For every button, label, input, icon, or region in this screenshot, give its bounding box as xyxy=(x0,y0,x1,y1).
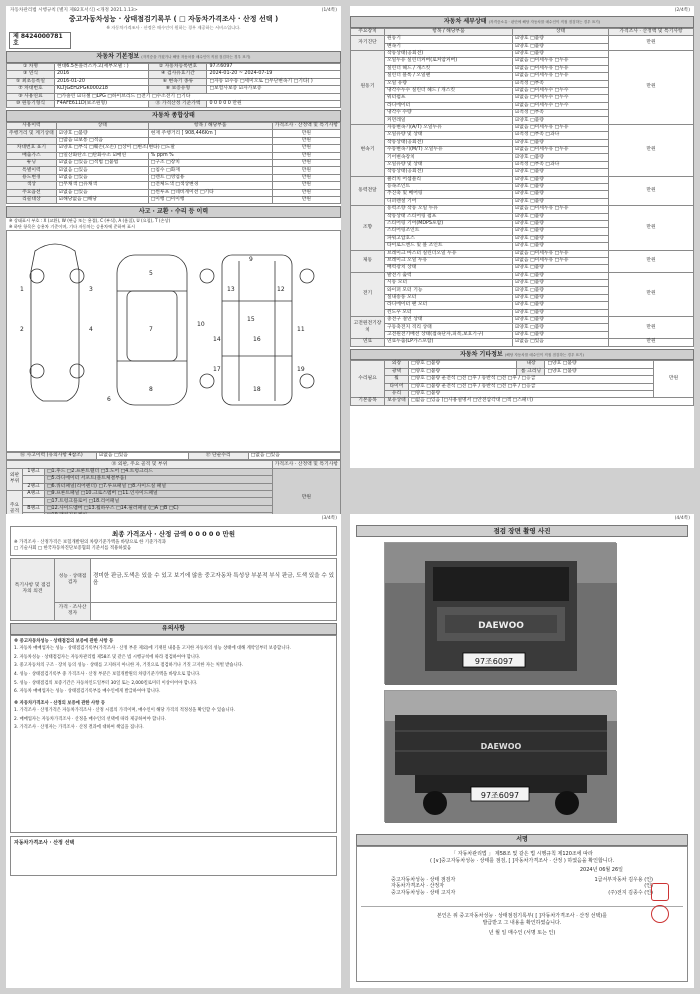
accident-history-header: 사고 · 교환 · 수리 등 이력 xyxy=(6,206,341,218)
item-status: ☑양호 □불량 xyxy=(513,272,609,279)
item-label: 작동상태(공회전) xyxy=(385,169,513,176)
table-row: ⑤ 최초등록일 2016-01-20 ⑥ 변속기 종류 □자동 ☑수동 □세미오토 □무단변속기 □기타( ) xyxy=(7,78,341,85)
wheel-icon xyxy=(300,374,314,388)
part-number: 16 xyxy=(253,336,261,344)
part-number: 19 xyxy=(297,366,305,374)
item-label: 브레이크 오일 누유 xyxy=(385,257,513,264)
item-label: 작동상태(공회전) xyxy=(385,50,513,57)
item-label: 수동변속기(M/T) 오일누유 xyxy=(385,147,513,154)
part-number: 18 xyxy=(253,386,261,394)
item-status: ☑없음 □미세누유 □누유 xyxy=(513,257,609,264)
price-note-cell: 만원 xyxy=(609,206,694,250)
item-label: 추진축 및 베어링 xyxy=(385,191,513,198)
price-note-cell: 만원 xyxy=(609,272,694,316)
item-label: 파워고압호스 xyxy=(385,235,513,242)
item-label: 와이퍼 모터 기능 xyxy=(385,287,513,294)
price-note-cell: 만원 xyxy=(609,36,694,51)
basic-info-table xyxy=(6,63,341,108)
list-item: 3. 가격조사 · 산정자는 가격조사 · 산정 결과에 대하여 책임을 집니다. xyxy=(14,725,144,731)
item-status: ☑양호 □불량 xyxy=(513,228,609,235)
final-price-value: 0 0 0 0 0 만원 xyxy=(188,530,236,538)
truck-front-image xyxy=(385,543,617,685)
table-row xyxy=(351,272,694,279)
page-number: (4/4쪽) xyxy=(674,516,690,521)
item-status: ☑적정 □부족 □과다 xyxy=(513,161,609,168)
table-header-row: ⑱ 외판, 주요 골격 및 부위 가격조사 · 산정액 및 특기사항 xyxy=(7,461,341,468)
item-status: ☑없음 □미세누유 □누유 xyxy=(513,250,609,257)
special-notes-table xyxy=(10,558,337,621)
device-group-label: 변속기 xyxy=(351,124,385,176)
inspector-opinion: 경미한 판금,도색은 있을 수 있고 보기에 않음 중고자동차 특성상 부분적 부식 판금, 도색 있을 수 있음 xyxy=(91,558,337,602)
basic-info-header: 자동차 기본정보 (자격증을 가졌거나 해당 자동차를 매수인이 직접 점검하는 경우 표기) xyxy=(6,51,341,63)
table-row: 튜닝 ☑없음 □있음 □적법 □불법 □구조 □장치 만원 xyxy=(7,160,341,167)
device-group-label: 자기진단 xyxy=(351,36,385,51)
table-row xyxy=(351,206,694,213)
table-row: □17.트렁크플로어 □18.리어패널 xyxy=(7,498,341,505)
table-row: 특별이력 ☑없음 □있음 □침수 □화재 만원 xyxy=(7,167,341,174)
part-number: 9 xyxy=(249,256,253,264)
notice-header: 유의사항 xyxy=(10,623,337,635)
item-label: 오일유량 및 상태 xyxy=(385,132,513,139)
item-label: 충전구 절연 상태 xyxy=(385,317,513,324)
item-label: 브레이크 마스터 실린더오일 누유 xyxy=(385,250,513,257)
price-selection-box: 자동차가격조사 · 산정 선택 xyxy=(10,836,337,876)
item-status: ☑없음 □미세누유 □누유 xyxy=(513,147,609,154)
wheel-icon xyxy=(200,374,214,388)
wheel-icon xyxy=(70,269,84,283)
item-status: ☑적정 □부족 xyxy=(513,80,609,87)
item-status: ☑양호 □불량 xyxy=(513,36,609,43)
item-status: ☑양호 □불량 xyxy=(513,169,609,176)
price-note-cell: 만원 xyxy=(609,339,694,346)
wheel-icon xyxy=(300,269,314,283)
table-row xyxy=(351,50,694,57)
item-label: 오일유량 및 상태 xyxy=(385,161,513,168)
list-item: 2. 매매업자는 자동차가격조사 · 산정을 매수인의 선택에 따라 제공하여야 합니다. xyxy=(14,716,166,722)
detail-status-header: 자동차 세부상태 (자격증소유 · 판단에 해당 자동차를 매수인이 직접 점검하는 경우 표기) xyxy=(350,16,694,28)
table-row: 차대번호 표기 ☑양호 □부식 □훼손(오손) □상이 □변조(변타) □도말 만원 xyxy=(7,145,341,152)
table-row xyxy=(351,124,694,131)
item-status: ☑양호 □불량 xyxy=(513,243,609,250)
item-label: 기어변속장치 xyxy=(385,154,513,161)
table-row: 타이어 □양호 □불량 운전석 □전 □후 / 동반석 □전 □후 / □응급 xyxy=(351,383,694,390)
list-item: 1. 가격조사 · 산정가격은 자동차가격조사 · 산정 시점의 가격이며, 매수인이 해당 가격의 적정성을 확인할 수 있습니다. xyxy=(14,708,235,714)
front-photo xyxy=(384,542,616,684)
item-status: ☑양호 □불량 xyxy=(513,43,609,50)
item-status: ☑양호 □불량 xyxy=(513,198,609,205)
page-1 xyxy=(6,6,341,514)
table-row: □5.라디에이터 서포트(볼트체결부품) xyxy=(7,476,341,483)
item-label: 원동기 xyxy=(385,36,513,43)
item-status: ☑없음 □미세누수 □누수 xyxy=(513,95,609,102)
table-header-row: 사용이력 상태 항목 / 해당부품 가격조사 · 산정액 및 특기사항 xyxy=(7,123,341,130)
item-label: 실내송풍 모터 xyxy=(385,294,513,301)
item-status: ☑양호 □불량 xyxy=(513,50,609,57)
item-status: ☑없음 □미세누유 □누유 xyxy=(513,65,609,72)
item-label: 시동 모터 xyxy=(385,280,513,287)
device-group-label: 원동기 xyxy=(351,50,385,124)
accident-legend: ※ 상태표시 부호 : X (교환), W (판금 또는 용접), C (부식), A (흠집), U (요철), T (손상) xyxy=(9,218,171,224)
wheel-icon xyxy=(70,364,84,378)
item-label: 윈도우 모터 xyxy=(385,309,513,316)
car-diagram-svg xyxy=(7,231,340,451)
table-row xyxy=(351,36,694,43)
item-status: ☑없음 □미세누유 □누유 xyxy=(513,206,609,213)
item-status: ☑양호 □불량 xyxy=(513,176,609,183)
table-row xyxy=(351,317,694,324)
item-status: ☑적정 □부족 xyxy=(513,110,609,117)
wheel-icon xyxy=(30,364,44,378)
other-info-header: 자동차 기타정보 (해당 자동차를 매수인이 직접 점검하는 경우 표기) xyxy=(350,349,694,361)
certificate-number: 제 8424000781호 xyxy=(9,32,71,50)
brand-logo-text: DAEWOO xyxy=(480,742,522,751)
table-row xyxy=(351,250,694,257)
brand-logo-text: DAEWOO xyxy=(478,621,524,631)
item-label: 커먼레일 xyxy=(385,117,513,124)
list-item: 3. 중고자동차의 구조 · 장치 등의 성능 · 상태를 고지하지 아니한 자, 거짓으로 점검하거나 거짓 고지한 자는 처벌 받습니다. xyxy=(14,663,244,669)
item-status: ☑양호 □불량 xyxy=(513,265,609,272)
company-seal-icon xyxy=(651,905,669,923)
signer-row: 중고자동차성능 · 상태 점검자 1급서부자동차 김우용 (인) xyxy=(391,876,653,883)
table-row: 외판부위 1랭크 □1.후드 □2.프론트휀더 □3.도어 □4.트렁크리드 만원 xyxy=(7,468,341,475)
wheel-icon xyxy=(30,269,44,283)
legal-basis: 「 자동차관리법 」 제58조 및 같은 법 시행규칙 제120조에 따라 xyxy=(451,851,593,857)
item-status: ☑양호 □불량 xyxy=(513,154,609,161)
other-info-table xyxy=(350,360,694,405)
receipt-text: 본인은 위 중고자동차성능 · 상태점검기록부( [ ]자동차가격조사 · 산정 선택)를 xyxy=(436,913,608,919)
form-number: 자동차관리법 시행규칙 [별지 제82호서식] <개정 2021.1.13> xyxy=(10,8,138,13)
car-frame-outline xyxy=(222,255,292,405)
page-3 xyxy=(6,514,341,988)
part-number: 11 xyxy=(297,326,305,334)
part-number: 2 xyxy=(20,326,24,334)
sign-date: 2024년 06월 26일 xyxy=(579,867,623,873)
document-title: 중고자동차성능 · 상태점검기록부 ( □ 자동차가격조사 · 산정 선택 ) xyxy=(68,15,279,23)
item-label: 스티어링조인트 xyxy=(385,228,513,235)
signer-row: 중고자동차성능 · 상태 고지자 (주)전지 김종수 (인) xyxy=(391,889,653,896)
item-label: 배력장치 상태 xyxy=(385,265,513,272)
part-number: 17 xyxy=(213,366,221,374)
table-row: ⑨ 사용연료 □가솔린 ☑디젤 □LPG □하이브리드 □전기 □수소전기 □기타 xyxy=(7,93,341,100)
list-item: 6. 자동차 매매업자는 성능 · 상태점검기록부를 매수인에게 발급하여야 합니다. xyxy=(14,689,161,695)
part-number: 5 xyxy=(149,270,153,278)
table-row: 주요옵션 ☑없음 □있음 □썬루프 □네비게이션 □기타 만원 xyxy=(7,189,341,196)
price-note-cell: 만원 xyxy=(609,317,694,339)
car-diagram xyxy=(6,230,341,452)
accident-note: ※ 하단 항목은 승용차 기준이며, 기타 자동차는 승용차에 준하여 표시 xyxy=(9,223,136,229)
item-status: ☑양호 □불량 xyxy=(513,294,609,301)
part-number: 8 xyxy=(149,386,153,394)
table-row xyxy=(351,339,694,346)
item-label: 오일 유량 xyxy=(385,80,513,87)
item-label: 고전원전기배선 상태(접속단자,피복,보호기구) xyxy=(385,331,513,338)
item-status: ☑양호 □불량 xyxy=(513,302,609,309)
price-note-cell: 만원 xyxy=(609,250,694,272)
license-plate: 97조6097 xyxy=(480,791,520,800)
item-status: ☑없음 □미세누수 □누수 xyxy=(513,102,609,109)
device-group-label: 전기 xyxy=(351,272,385,316)
table-row: ③ 연식 2016 ④ 검사유효기간 2024-01-20 ~ 2024-07-19 xyxy=(7,71,341,78)
item-label: 냉각수 수량 xyxy=(385,110,513,117)
part-number: 10 xyxy=(197,321,205,329)
rear-photo xyxy=(384,690,616,822)
receipt-text: 발급받고 그 내용을 확인하였습니다. xyxy=(482,919,562,926)
item-status: ☑양호 □불량 xyxy=(513,309,609,316)
item-label: 클러치 어셈블리 xyxy=(385,176,513,183)
part-number: 7 xyxy=(149,326,153,334)
table-row: 수리필요 외장 □양호 □불량 내장 □양호 □불량 만원 xyxy=(351,361,694,368)
device-group-label: 고전원전기장치 xyxy=(351,317,385,339)
item-label: 라디에이터 xyxy=(385,102,513,109)
device-group-label: 조향 xyxy=(351,206,385,250)
item-status: ☑없음 □있음 xyxy=(513,339,609,346)
item-label: 발전기 출력 xyxy=(385,272,513,279)
item-status: ☑양호 □불량 xyxy=(513,287,609,294)
device-group-label: 연료 xyxy=(351,339,385,346)
table-row: 유리 □양호 □불량 xyxy=(351,390,694,397)
price-standard-note: □ 기술사회 □ 한국자동차진단보증협회 기준서를 적용하였음 xyxy=(14,546,132,552)
table-header-row: 주요장치 항목 / 해당부품 상태 가격조사 · 산정액 및 특기사항 xyxy=(351,28,694,35)
item-status: ☑없음 □미세누유 □누유 xyxy=(513,73,609,80)
item-status: ☑양호 □불량 xyxy=(513,331,609,338)
device-group-label: 동력전달 xyxy=(351,176,385,206)
table-row: 주행거리 및 계기상태 ☑양호 □불량 현재 주행거리 [ 908,446Km ] 만원 xyxy=(7,130,341,137)
part-number: 15 xyxy=(247,316,255,324)
table-row: ⑯ 사고이력 (유의사항 4참조) ☑없음 □있음 ⑰ 단순수리 □없음 □있음 xyxy=(7,453,341,460)
table-row: ⑩ 원동기형식 F4AFE611D(보조원형) ⑪ 가격산정 기준가액 0 0 0 0 0 만원 xyxy=(7,100,341,107)
company-seal-icon xyxy=(651,883,669,901)
accident-summary-table xyxy=(6,452,341,460)
price-note-cell: 만원 xyxy=(609,124,694,176)
item-label: 작동상태 스티어링 펌프 xyxy=(385,213,513,220)
table-row: 리콜대상 ☑해당없음 □해당 □이행 □미이행 만원 xyxy=(7,196,341,203)
item-status: ☑없음 □미세누수 □누수 xyxy=(513,87,609,94)
item-label: 변속기 xyxy=(385,43,513,50)
item-status: ☑적정 □부족 □과다 xyxy=(513,132,609,139)
item-label: 오일누유 실린더커버(로커암커버) xyxy=(385,58,513,65)
car-side-left-outline xyxy=(31,244,79,401)
item-status: ☑양호 □불량 xyxy=(513,235,609,242)
price-note-cell: 만원 xyxy=(609,176,694,206)
item-label: 연료누출(LP가스포함) xyxy=(385,339,513,346)
part-number: 13 xyxy=(227,286,235,294)
photo-section-header: 점검 장면 촬영 사진 xyxy=(356,525,688,537)
item-status: ☑양호 □불량 xyxy=(513,191,609,198)
item-label: 실린더 블록 / 오일팬 xyxy=(385,73,513,80)
item-label: 스티어링 기어(MDPS포함) xyxy=(385,220,513,227)
item-label: 등속조인트 xyxy=(385,184,513,191)
item-status: ☑양호 □불량 xyxy=(513,213,609,220)
guarantee-notes: ※ 중고자동차성능 · 상태점검의 보증에 관한 사항 등 1. 자동차 매매업자는 성능 · 상태점검기록부(가격조사 · 산정 부분 제외)에 기재된 내용을 고지한 자동차의 성능 상태에 대해 계약일부터 보증합니다. 2. 자동차성능 · 상태점검자는 자동차관리법 제58조 및 같은 법 시행규칙에 따라 점검하여야 합니다. 3. 중고자동차의 구조 · 장치 등의 성능 · 상태를 고지하지 아니한 자, 거짓으로 점검하거나 거짓 고지한 자는 처벌 받습니다. 4. 성능 · 상태점검기록부 중 가격조사 · 산정 부분은 보험개발원의 차량기준가액을 바탕으로 합니다. 5. 성능 · 상태점검의 보증기간은 자동차인도일부터 30일 또는 2,000킬로미터 이상이어야 합니다. 6. 자동차 매매업자는 성능 · 상태점검기록부를 매수인에게 발급하여야 합니다. ※ 자동차가격조사 · 산정의 보증에 관한 사항 등 1. 가격조사 · 산정가격은 자동차가격조사 · 산정 시점의 가격이며, 매수인이 해당 가격의 적정성을 확인할 수 있습니다. 2. 매매업자는 자동차가격조사 · 산정을 매수인의 선택에 따라 제공하여야 합니다. 3. 가격조사 · 산정자는 가격조사 · 산정 결과에 대하여 책임을 집니다. xyxy=(10,635,337,833)
table-row: B랭크 □12.사이드멤버 □13.휠하우스 □14.필러패널 (□A □B □C) xyxy=(7,505,341,512)
item-status: ☑양호 □불량 xyxy=(513,317,609,324)
confirmation-text: ( [∨]중고자동차성능 · 상태를 점검, [ ]자동차가격조사 · 산정 ) 하였음을 확인합니다. xyxy=(429,857,615,864)
table-row: ① 차명 현대6.5톤플러스카고(세부모델 : ) ② 자동차등록번호 97조6097 xyxy=(7,63,341,70)
item-status: ☑양호 □불량 xyxy=(513,324,609,331)
detail-status-table xyxy=(350,28,694,347)
item-status: ☑양호 □불량 xyxy=(513,117,609,124)
document-subtitle: ※ 자동차가격조사 · 산정은 매수인이 원하는 경우 제공하는 서비스입니다. xyxy=(106,25,241,31)
part-number: 1 xyxy=(20,286,24,294)
table-row: 광택 □양호 □불량 룸 크리닝 □양호 □불량 xyxy=(351,368,694,375)
item-label: 동력조향 작동 오일 누유 xyxy=(385,206,513,213)
signer-row: 자동차가격조사 · 산정자 (인) xyxy=(391,883,653,889)
part-number: 4 xyxy=(89,326,93,334)
item-status: ☑양호 □불량 xyxy=(513,280,609,287)
item-label: 타이로드엔드 및 볼 조인트 xyxy=(385,243,513,250)
table-row: □많음 ☑보통 □적음 만원 xyxy=(7,137,341,144)
item-status: ☑없음 □미세누유 □누유 xyxy=(513,124,609,131)
price-note: ※ 가격조사 · 산정가격은 보험개발원의 차량기준가액을 바탕으로 한 기준가격과 xyxy=(14,540,166,546)
item-status: ☑없음 □미세누유 □누유 xyxy=(513,58,609,65)
table-row: 가격 · 조사산정자 xyxy=(11,602,337,620)
item-label: 자동변속기(A/T) 오일누유 xyxy=(385,124,513,131)
overall-status-table xyxy=(6,122,341,204)
item-status: ☑양호 □불량 xyxy=(513,184,609,191)
item-status: ☑양호 □불량 xyxy=(513,139,609,146)
table-row: 색상 □무채색 □유채색 □전체도색 □색상변경 만원 xyxy=(7,182,341,189)
item-label: 실린더 헤드 / 개스킷 xyxy=(385,65,513,72)
item-label: 워터펌프 xyxy=(385,95,513,102)
table-row: 용도변경 ☑없음 □있음 □렌트 □영업용 만원 xyxy=(7,174,341,181)
list-item: 4. 성능 · 상태점검기록부 중 가격조사 · 산정 부분은 보험개발원의 차량기준가액을 바탕으로 합니다. xyxy=(14,671,201,677)
part-number: 3 xyxy=(89,286,93,294)
table-row: 휠 □양호 □불량 운전석 □전 □후 / 동반석 □전 □후 / □응급 xyxy=(351,376,694,383)
table-row: 주요골격 A랭크 □9.프론트패널 □10.크로스멤버 □11.인사이드패널 xyxy=(7,491,341,498)
table-row: 특기사항 및 점검자의 의견 성능 · 상태점검자 경미한 판금,도색은 있을 수 있고 보기에 않음 중고자동차 특성상 부분적 부식 판금, 도색 있을 수 있음 xyxy=(11,558,337,602)
license-plate: 97조6097 xyxy=(474,657,514,666)
part-number: 6 xyxy=(107,396,111,404)
part-number: 12 xyxy=(277,286,285,294)
part-number: 14 xyxy=(213,336,221,344)
item-label: 작동상태(공회전) xyxy=(385,139,513,146)
buyer-date: 년 월 일 매수인 xyxy=(488,930,523,936)
item-label: 냉각수누수 실린더 헤드 / 개스킷 xyxy=(385,87,513,94)
price-note-cell: 만원 xyxy=(609,50,694,124)
overall-status-header: 자동차 종합상태 xyxy=(6,110,341,122)
table-row: 기본품목 보유상태 □없음 □있음 (□사용설명서 □안전삼각대 □잭 □스패너) xyxy=(351,398,694,405)
buyer-signature: (서명 또는 인) xyxy=(524,930,556,936)
list-item: 1. 자동차 매매업자는 성능 · 상태점검기록부(가격조사 · 산정 부분 제외)에 기재된 내용을 고지한 자동차의 성능 상태에 대해 계약일부터 보증합니다. xyxy=(14,646,291,652)
page-2 xyxy=(350,6,694,468)
page-number: (2/4쪽) xyxy=(674,8,690,13)
page-number: (1/4쪽) xyxy=(321,8,337,13)
final-price-label: 최종 가격조사 · 산정 금액 xyxy=(111,530,187,538)
table-row xyxy=(351,176,694,183)
page-number: (3/4쪽) xyxy=(321,516,337,521)
table-row: 2랭크 □6.쿼터패널(리어펜더) □7.루프패널 □8.사이드실 패널 xyxy=(7,483,341,490)
item-label: 구동축전지 격리 상태 xyxy=(385,324,513,331)
list-item: 2. 자동차성능 · 상태점검자는 자동차관리법 제58조 및 같은 법 시행규칙에 따라 점검하여야 합니다. xyxy=(14,654,201,660)
item-label: 디퍼렌셜 기어 xyxy=(385,198,513,205)
device-group-label: 제동 xyxy=(351,250,385,272)
page-4 xyxy=(350,514,694,988)
signature-header: 서명 xyxy=(356,834,688,846)
signature-section xyxy=(356,846,688,982)
list-item: 5. 성능 · 상태점검의 보증기간은 자동차인도일부터 30일 또는 2,000킬로미터 이상이어야 합니다. xyxy=(14,680,198,686)
wheel-icon xyxy=(200,269,214,283)
truck-rear-image xyxy=(385,691,617,823)
item-label: 라디에이터 팬 모터 xyxy=(385,302,513,309)
table-row: ⑦ 차대번호 KLTJGEH2PGK000218 ⑧ 보증유형 □보험사보증 ☑자가보증 xyxy=(7,86,341,93)
final-price-box xyxy=(10,526,337,556)
table-row: 배출가스 □일산화탄소 □탄화수소 ☑매연 % ppm % 만원 xyxy=(7,152,341,159)
item-status: ☑양호 □불량 xyxy=(513,220,609,227)
